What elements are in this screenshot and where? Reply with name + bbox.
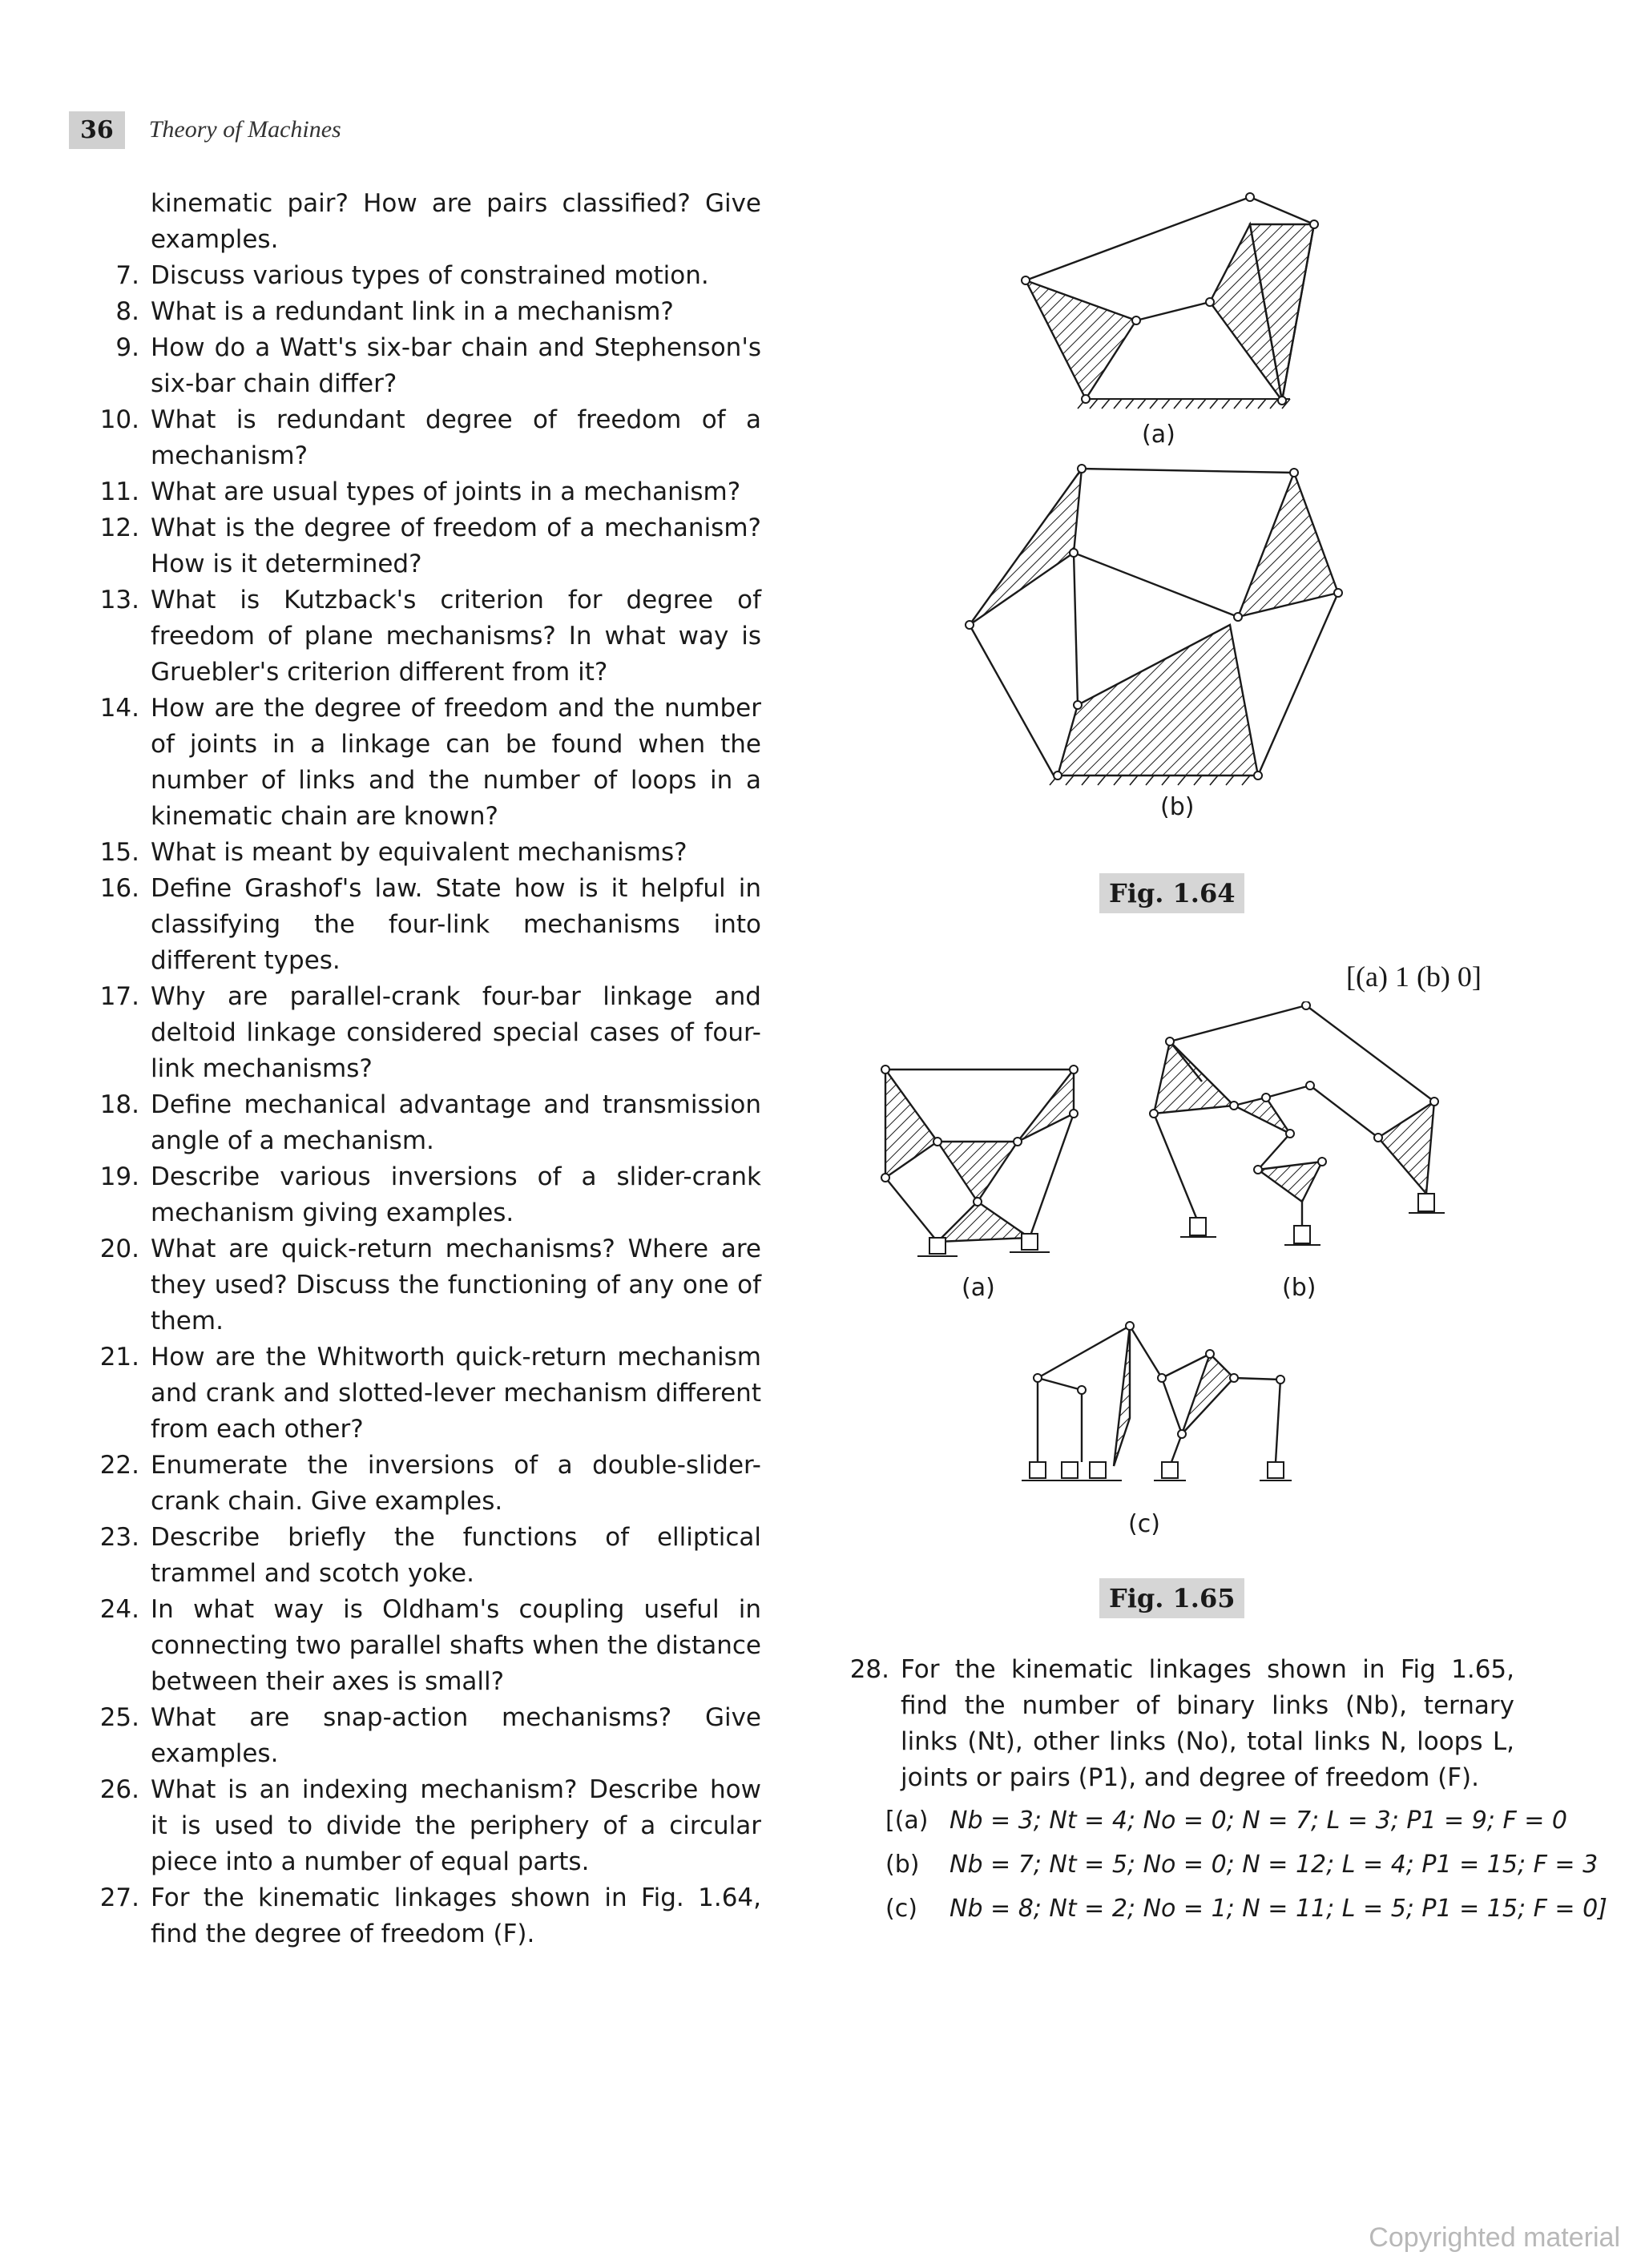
fig-1-65c-linkage <box>1022 1322 1292 1480</box>
question-number: 28. <box>849 1655 889 1684</box>
question-text: In what way is Oldham's coupling useful in connecting two parallel shafts when the distance between their axes is small? <box>151 1595 761 1696</box>
question-number: 9. <box>115 333 139 362</box>
question-number: 8. <box>115 297 139 326</box>
fig-1-64-label-b: (b) <box>1160 793 1195 821</box>
question-text: How do a Watt's six-bar chain and Stephenson's six-bar chain differ? <box>151 333 761 398</box>
running-title: Theory of Machines <box>148 116 341 143</box>
question-item <box>64 1159 761 1231</box>
question-number: 17. <box>99 982 139 1011</box>
question-item <box>64 330 761 402</box>
question-item <box>64 510 761 582</box>
figure-1-64-diagram <box>945 176 1362 801</box>
question-item <box>64 835 761 871</box>
question-item <box>64 691 761 835</box>
question-text: Define Grashof's law. State how is it helpful in classifying the four-link mechanisms into different types. <box>151 874 761 975</box>
question-text: What is a redundant link in a mechanism? <box>151 297 674 326</box>
question-text: What are snap-action mechanisms? Give examples. <box>151 1703 761 1768</box>
answer-label: [(a) <box>885 1807 929 1835</box>
figure-1-65-diagram <box>865 1001 1474 1498</box>
fig-1-65-label-a: (a) <box>962 1274 995 1302</box>
fig-1-64-answer: [(a) 1 (b) 0] <box>1346 961 1482 993</box>
copyright-watermark: Copyrighted material <box>1369 2222 1620 2253</box>
question-item <box>64 402 761 474</box>
question-item <box>64 1520 761 1592</box>
question-item <box>64 1592 761 1700</box>
question-item <box>64 1231 761 1339</box>
question-number: 13. <box>99 586 139 614</box>
question-item <box>64 474 761 510</box>
answer-row-b <box>885 1851 1598 1879</box>
question-item <box>64 1700 761 1772</box>
question-number: 12. <box>99 514 139 542</box>
question-text: Why are parallel-crank four-bar linkage and deltoid linkage considered special cases of four-link mechanisms? <box>151 982 761 1083</box>
question-item <box>64 1772 761 1880</box>
question-list <box>64 186 761 1952</box>
question-number: 10. <box>99 405 139 434</box>
answer-row-c <box>885 1895 1607 1923</box>
question-text: What is Kutzback's criterion for degree of freedom of plane mechanisms? In what way is Gruebler's criterion different from it? <box>151 586 761 687</box>
question-number: 24. <box>99 1595 139 1624</box>
question-text: kinematic pair? How are pairs classified? Give examples. <box>151 189 761 254</box>
question-number: 27. <box>99 1883 139 1912</box>
question-text: How are the degree of freedom and the number of joints in a linkage can be found when the number of links and the number of loops in a kinematic chain are known? <box>151 694 761 831</box>
question-text: For the kinematic linkages shown in Fig 1.65, find the number of binary links (Nb), ternary links (Nt), other links (No), total links N, loops L, joints or pairs (P1), and degree of freedom (F). <box>901 1655 1514 1792</box>
question-28 <box>825 1652 1514 1796</box>
question-number: 26. <box>99 1775 139 1804</box>
fig-1-64-label-a: (a) <box>1142 421 1175 449</box>
question-number: 21. <box>99 1343 139 1372</box>
answer-row-a <box>885 1807 1567 1835</box>
question-item <box>64 1448 761 1520</box>
question-item <box>64 871 761 979</box>
question-text: What is redundant degree of freedom of a mechanism? <box>151 405 761 470</box>
question-number: 25. <box>99 1703 139 1732</box>
question-item <box>64 294 761 330</box>
question-text: Describe various inversions of a slider-crank mechanism giving examples. <box>151 1162 761 1227</box>
question-item <box>64 979 761 1087</box>
fig-1-64b-linkage <box>966 465 1342 785</box>
question-number: 16. <box>99 874 139 903</box>
question-item <box>64 1339 761 1448</box>
question-text: Enumerate the inversions of a double-slider-crank chain. Give examples. <box>151 1451 761 1516</box>
question-text: Define mechanical advantage and transmission angle of a mechanism. <box>151 1090 761 1155</box>
question-text: How are the Whitworth quick-return mechanism and crank and slotted-lever mechanism different from each other? <box>151 1343 761 1444</box>
fig-1-65-caption: Fig. 1.65 <box>1099 1578 1244 1618</box>
fig-1-65b-linkage <box>1150 1001 1445 1245</box>
question-item <box>64 1880 761 1952</box>
question-text: What is an indexing mechanism? Describe how it is used to divide the periphery of a circular piece into a number of equal parts. <box>151 1775 761 1876</box>
page-number: 36 <box>69 111 125 149</box>
question-text: Discuss various types of constrained motion. <box>151 261 709 290</box>
answer-text: Nb = 8; Nt = 2; No = 1; N = 11; L = 5; P1 = 15; F = 0] <box>950 1895 1607 1923</box>
question-text: What is meant by equivalent mechanisms? <box>151 838 687 867</box>
fig-1-64a-linkage <box>1022 193 1318 409</box>
question-number: 7. <box>115 261 139 290</box>
question-number: 18. <box>99 1090 139 1119</box>
page-header <box>69 106 341 154</box>
answer-label: (c) <box>885 1895 917 1923</box>
answer-text: Nb = 3; Nt = 4; No = 0; N = 7; L = 3; P1 = 9; F = 0 <box>950 1807 1568 1835</box>
question-number: 19. <box>99 1162 139 1191</box>
fig-1-65-label-c: (c) <box>1128 1510 1160 1538</box>
question-number: 15. <box>99 838 139 867</box>
answer-text: Nb = 7; Nt = 5; No = 0; N = 12; L = 4; P1 = 15; F = 3 <box>950 1851 1599 1879</box>
question-number: 20. <box>99 1235 139 1263</box>
fig-1-65-label-b: (b) <box>1282 1274 1316 1302</box>
question-text: What is the degree of freedom of a mechanism? How is it determined? <box>151 514 761 578</box>
question-number: 14. <box>99 694 139 723</box>
question-item <box>64 186 761 258</box>
fig-1-65a-linkage <box>881 1066 1078 1256</box>
question-text: What are usual types of joints in a mechanism? <box>151 477 741 506</box>
answer-label: (b) <box>885 1851 920 1879</box>
question-number <box>64 186 151 258</box>
question-item <box>64 258 761 294</box>
fig-1-64-caption: Fig. 1.64 <box>1099 873 1244 913</box>
question-text: For the kinematic linkages shown in Fig. 1.64, find the degree of freedom (F). <box>151 1883 761 1948</box>
question-text: Describe briefly the functions of elliptical trammel and scotch yoke. <box>151 1523 761 1588</box>
question-number: 22. <box>99 1451 139 1480</box>
question-number: 11. <box>99 477 139 506</box>
question-text: What are quick-return mechanisms? Where are they used? Discuss the functioning of any one of them. <box>151 1235 761 1335</box>
question-number: 23. <box>99 1523 139 1552</box>
question-item <box>64 1087 761 1159</box>
question-item <box>64 582 761 691</box>
